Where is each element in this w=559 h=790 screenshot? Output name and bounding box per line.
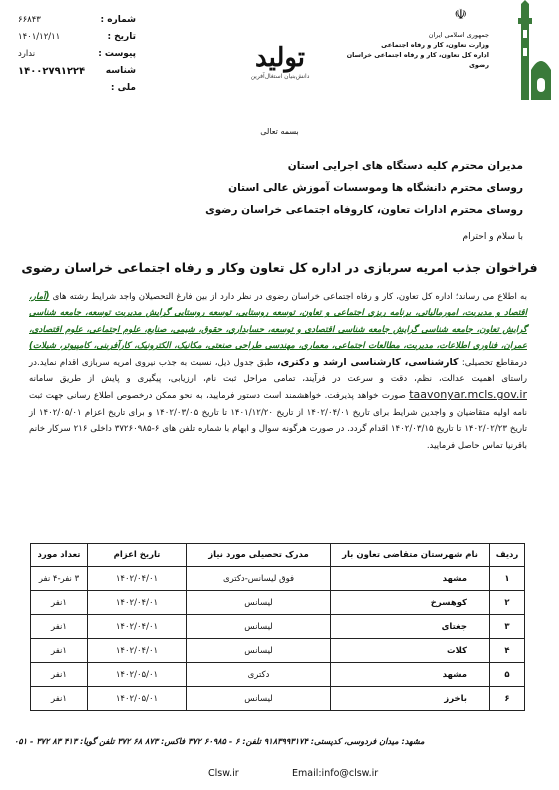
body-part-3: صورت خواهد پذیرفت. خواهشمند است دستور فرمایید، به نحو ممکن درخصوص اطلاع رسانی جهت ثبت نامه اولیه متقاضیان و واجدین شرایط برای تاریخ ۱۴۰۲/۰۴/۰۱ از تاریخ ۱۴۰۱/۱۲/۲۰ تا تاریخ ۱۴۰۲/۰۳/۰۵ و برای تاریخ اعزام ۱۴۰۲/۰۵/۰۱ از تاریخ ۱۴۰۲/۰۲/۲۳ تا تاریخ ۱۴۰۲/۰۳/۱۵ اقدام گردد. در صورت هرگونه سوال و ابهام با شماره تلفن های ۶-۳۷۲۶۰۹۸۵ داخلی ۲۱۶ سرکار خانم باقرنیا تماس حاصل فرمایید. <box>29 391 527 451</box>
national-id-label: شناسه ملی : <box>105 66 136 93</box>
table-row <box>31 687 525 711</box>
degree-prefix: درمقاطع تحصیلی: <box>461 357 528 368</box>
cell-city: کلات <box>331 639 490 663</box>
registration-website-link[interactable]: taavonyar.mcls.gov.ir <box>409 388 527 402</box>
date-value: ۱۴۰۱/۱۲/۱۱ <box>18 32 61 42</box>
ministry-heading <box>339 7 489 70</box>
footer-address: مشهد: میدان فردوسی، کدپستی: ۹۱۸۳۹۹۳۱۷۴ تلفن: ۶ - ۶۰۹۸۵ ۳۷۲ فاکس: ۸۷۳ ۶۸ ۳۷۲ تلفن گویا: ۴۱۳ ۸۳ ۳۷۲ - ۰۵۱ <box>14 736 425 746</box>
cell-count: ۱نفر <box>31 615 88 639</box>
attachment-label: پیوست : <box>98 49 136 59</box>
cell-city: مشهد <box>331 567 490 591</box>
cell-dispatch-date: ۱۴۰۲/۰۴/۰۱ <box>88 591 187 615</box>
cell-city: باخرز <box>331 687 490 711</box>
greeting: با سلام و احترام <box>462 232 523 242</box>
mosque-minaret-icon <box>501 0 553 120</box>
production-logo <box>235 45 325 80</box>
cell-row-number: ۳ <box>490 615 525 639</box>
cell-row-number: ۵ <box>490 663 525 687</box>
cell-degree: لیسانس <box>187 639 331 663</box>
cell-dispatch-date: ۱۴۰۲/۰۴/۰۱ <box>88 639 187 663</box>
letter-meta <box>18 12 136 97</box>
col-header-count: تعداد مورد <box>31 544 88 567</box>
cell-row-number: ۴ <box>490 639 525 663</box>
cell-degree: فوق لیسانس-دکتری <box>187 567 331 591</box>
basmala: بسمه تعالی <box>260 127 299 136</box>
logo-word: تولید <box>254 43 306 73</box>
degree-levels: کارشناسی، کارشناسی ارشد و دکتری، <box>276 356 459 368</box>
cell-degree: دکتری <box>187 663 331 687</box>
cell-count: ۱نفر <box>31 687 88 711</box>
footer-email-link[interactable]: Email:info@clsw.ir <box>292 768 379 779</box>
ministry-line-3: اداره کل تعاون، کار و رفاه اجتماعی خراسان رضوی <box>346 51 489 69</box>
date-label: تاریخ : <box>107 32 136 42</box>
table-row <box>31 663 525 687</box>
announcement-title: فراخوان جذب امریه سربازی در اداره کل تعاون وکار و رفاه اجتماعی خراسان رضوی <box>21 260 538 275</box>
emblem-icon: ☫ <box>454 7 467 23</box>
cell-city: جغتای <box>331 615 490 639</box>
ministry-line-2: وزارت تعاون، کار و رفاه اجتماعی <box>381 41 489 49</box>
cell-city: کوهسرخ <box>331 591 490 615</box>
cell-degree: لیسانس <box>187 687 331 711</box>
table-row <box>31 639 525 663</box>
cell-count: ۱نفر <box>31 663 88 687</box>
addressee-line-3: روسای محترم ادارات تعاون، کاروفاه اجتماعی خراسان رضوی <box>205 204 523 216</box>
number-value: ۶۶۸۴۳ <box>18 15 41 25</box>
cell-row-number: ۶ <box>490 687 525 711</box>
col-header-city: نام شهرستان متقاضی تعاون بار <box>331 544 490 567</box>
cell-count: ۱نفر <box>31 591 88 615</box>
fields-of-study: (آمار، اقتصاد و مدیریت، امورمالیاتی، برنامه ریزی اجتماعی و تعاون، توسعه روستایی، توسعه روستایی گرایش مدیریت توسعه، جامعه شناسی گرایش تعاون، جامعه شناسی گرایش جامعه شناسی اقتصادی و توسعه، حسابداری، حقوق، شیمی، صنایع، علوم اجتماعی، علوم اقتصادی، عمران، فناوری اطلاعات، مدیریت، مطالعات اجتماعی، معماری، مهندسی طراحی صنعتی، مکانیک، الکترونیک، کارآفرینی، کامپیوتر، شیلات) <box>29 292 527 352</box>
cell-degree: لیسانس <box>187 615 331 639</box>
cell-count: ۱نفر <box>31 639 88 663</box>
addressee-block <box>43 155 523 221</box>
col-header-dispatch-date: تاریخ اعزام <box>88 544 187 567</box>
cell-count: ۳ نفر-۴ نفر <box>31 567 88 591</box>
ministry-line-1: جمهوری اسلامی ایران <box>428 31 489 39</box>
col-header-row-number: ردیف <box>490 544 525 567</box>
body-part-2: طبق جدول ذیل، نسبت به جذب نیروی امریه سربازی اقدام نماید.در راستای اهمیت عدالت، نظم، دقت و سرعت در فرآیند، تمامی مراحل ثبت نام، ارزیابی، پیگیری و پایش از طریق سامانه <box>29 357 527 385</box>
cell-row-number: ۱ <box>490 567 525 591</box>
body-intro: به اطلاع می رساند؛ اداره کل تعاون، کار و رفاه اجتماعی خراسان رضوی در نظر دارد از بین فارغ التحصیلان واجد شرایط رشته های <box>52 292 527 302</box>
number-label: شماره : <box>100 15 136 25</box>
logo-subtitle: دانش‌بنیان استغال‌آفرین <box>250 73 310 80</box>
cell-dispatch-date: ۱۴۰۲/۰۵/۰۱ <box>88 687 187 711</box>
cell-dispatch-date: ۱۴۰۲/۰۴/۰۱ <box>88 567 187 591</box>
attachment-value: ندارد <box>18 49 36 59</box>
body-paragraph <box>29 289 527 454</box>
table-row <box>31 567 525 591</box>
cell-city: مشهد <box>331 663 490 687</box>
cell-dispatch-date: ۱۴۰۲/۰۴/۰۱ <box>88 615 187 639</box>
table-row <box>31 591 525 615</box>
positions-table <box>30 543 525 711</box>
addressee-line-1: مدیران محترم کلیه دستگاه های اجرایی استان <box>287 160 523 172</box>
national-id-value: ۱۴۰۰۲۷۹۱۲۲۴ <box>18 66 86 77</box>
table-header-row <box>31 544 525 567</box>
addressee-line-2: روسای محترم دانشگاه ها وموسسات آموزش عالی استان <box>228 182 523 194</box>
table-row <box>31 615 525 639</box>
col-header-degree: مدرک تحصیلی مورد نیاز <box>187 544 331 567</box>
cell-degree: لیسانس <box>187 591 331 615</box>
cell-row-number: ۲ <box>490 591 525 615</box>
cell-dispatch-date: ۱۴۰۲/۰۵/۰۱ <box>88 663 187 687</box>
footer-website-link[interactable]: Clsw.ir <box>208 768 239 779</box>
